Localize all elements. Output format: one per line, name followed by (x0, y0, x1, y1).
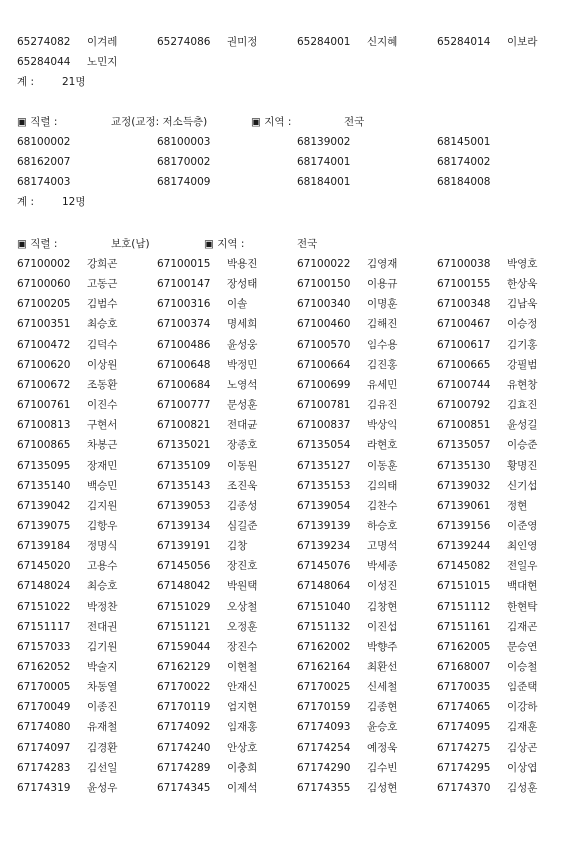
candidate-name: 박향주 (367, 640, 398, 653)
candidate-name: 이동원 (227, 459, 258, 472)
candidate-id: 65284001 (297, 36, 351, 48)
candidate-name: 이보라 (507, 36, 538, 48)
candidate-id: 67100060 (17, 278, 71, 291)
candidate-name: 유재철 (87, 721, 118, 734)
candidate-id: 68100003 (157, 136, 211, 148)
candidate-id: 67135057 (437, 439, 491, 452)
candidate-id: 67100348 (437, 298, 491, 311)
candidate-name: 조동환 (87, 378, 118, 391)
candidate-id: 67100340 (297, 298, 351, 311)
candidate-name: 김창 (227, 540, 248, 553)
candidate-name: 이겨레 (87, 36, 118, 48)
candidate-id: 67139061 (437, 499, 491, 512)
candidate-name: 김상곤 (507, 741, 538, 754)
candidate-name: 안재신 (227, 681, 258, 694)
candidate-name: 최환선 (367, 661, 398, 673)
candidate-id: 67148024 (17, 580, 71, 593)
job-value: 보호(남) (111, 238, 150, 250)
candidate-id: 67100813 (17, 419, 71, 432)
candidate-name: 이동훈 (367, 459, 398, 472)
total-label: 계 : (17, 76, 35, 88)
candidate-id: 67100467 (437, 318, 491, 331)
candidate-name: 장성태 (227, 278, 258, 291)
candidate-name: 임재홍 (227, 721, 258, 734)
candidate-name: 정명식 (87, 540, 118, 553)
candidate-name: 김재곤 (507, 620, 538, 633)
candidate-name: 김선일 (87, 761, 118, 774)
candidate-name: 최인영 (507, 540, 538, 553)
candidate-name: 고명석 (367, 540, 398, 553)
candidate-id: 67168007 (437, 661, 491, 673)
candidate-name: 박상익 (367, 419, 398, 432)
candidate-id: 68139002 (297, 136, 351, 148)
job-label: ▣ 직렬 : (17, 116, 58, 128)
candidate-id: 65274086 (157, 36, 211, 48)
candidate-name: 유현창 (507, 378, 538, 391)
candidate-id: 67139134 (157, 519, 211, 532)
candidate-id: 65274082 (17, 36, 71, 48)
candidate-id: 68174009 (157, 176, 211, 189)
candidate-name: 예정욱 (367, 741, 398, 754)
candidate-id: 67151161 (437, 620, 491, 633)
candidate-name: 이상원 (87, 358, 118, 371)
candidate-id: 67148042 (157, 580, 211, 593)
candidate-id: 67170159 (297, 701, 351, 714)
candidate-name: 엄지현 (227, 701, 258, 714)
candidate-name: 신기섭 (507, 479, 538, 492)
candidate-id: 67174275 (437, 741, 491, 754)
candidate-name: 한현탁 (507, 600, 538, 613)
candidate-id: 67100620 (17, 358, 71, 371)
candidate-name: 최승호 (87, 318, 118, 331)
candidate-name: 윤승호 (367, 721, 398, 734)
candidate-id: 65284014 (437, 36, 491, 48)
candidate-id: 67100015 (157, 258, 211, 270)
candidate-id: 67100744 (437, 378, 491, 391)
candidate-id: 67100472 (17, 338, 71, 351)
region-label: ▣ 지역 : (204, 238, 245, 250)
candidate-name: 임수용 (367, 338, 398, 351)
candidate-id: 67174295 (437, 761, 491, 774)
candidate-name: 김유진 (367, 399, 398, 412)
candidate-id: 67100351 (17, 318, 71, 331)
candidate-name: 권미정 (227, 36, 258, 48)
candidate-name: 이현철 (227, 661, 258, 673)
candidate-id: 67145082 (437, 560, 491, 573)
candidate-id: 67139032 (437, 479, 491, 492)
candidate-id: 67148064 (297, 580, 351, 593)
candidate-id: 67151121 (157, 620, 211, 633)
candidate-id: 67174097 (17, 741, 71, 754)
candidate-id: 67174283 (17, 761, 71, 774)
candidate-name: 이성진 (367, 580, 398, 593)
candidate-name: 명세희 (227, 318, 258, 331)
candidate-id: 67100486 (157, 338, 211, 351)
candidate-name: 오정훈 (227, 620, 258, 633)
candidate-name: 이상엽 (507, 761, 538, 774)
candidate-id: 67135153 (297, 479, 351, 492)
candidate-name: 박원택 (227, 580, 258, 593)
candidate-id: 67100837 (297, 419, 351, 432)
candidate-name: 장진호 (227, 560, 258, 573)
candidate-id: 67100865 (17, 439, 71, 452)
candidate-id: 67151132 (297, 620, 351, 633)
candidate-name: 이승정 (507, 318, 538, 331)
candidate-id: 67135095 (17, 459, 71, 472)
candidate-name: 고동근 (87, 278, 118, 291)
candidate-name: 구현서 (87, 419, 118, 432)
candidate-id: 67100665 (437, 358, 491, 371)
candidate-id: 67174345 (157, 781, 211, 794)
candidate-id: 67100460 (297, 318, 351, 331)
candidate-id: 67139054 (297, 499, 351, 512)
candidate-name: 김종현 (367, 701, 398, 714)
candidate-id: 67162164 (297, 661, 351, 673)
candidate-id: 67145020 (17, 560, 71, 573)
candidate-name: 이솔 (227, 298, 248, 311)
candidate-name: 김수빈 (367, 761, 398, 774)
candidate-name: 김기홍 (507, 338, 538, 351)
candidate-name: 신세철 (367, 681, 398, 694)
candidate-id: 67100316 (157, 298, 211, 311)
candidate-id: 67162005 (437, 640, 491, 653)
candidate-name: 이명훈 (367, 298, 398, 311)
candidate-name: 이강하 (507, 701, 538, 714)
candidate-name: 이진섭 (367, 620, 398, 633)
candidate-id: 67100374 (157, 318, 211, 331)
candidate-id: 67151040 (297, 600, 351, 613)
candidate-id: 67100155 (437, 278, 491, 291)
candidate-id: 67100664 (297, 358, 351, 371)
candidate-id: 67170049 (17, 701, 71, 714)
candidate-name: 윤성우 (87, 781, 118, 794)
candidate-id: 67162129 (157, 661, 211, 673)
candidate-id: 67100648 (157, 358, 211, 371)
candidate-name: 이승준 (507, 439, 538, 452)
candidate-id: 67170005 (17, 681, 71, 694)
candidate-id: 68174002 (437, 156, 491, 169)
candidate-name: 김성훈 (507, 781, 538, 794)
candidate-id: 67145076 (297, 560, 351, 573)
candidate-name: 강필범 (507, 358, 538, 371)
candidate-id: 67100147 (157, 278, 211, 291)
total-value: 21명 (62, 76, 86, 88)
candidate-id: 67174065 (437, 701, 491, 714)
candidate-name: 김찬수 (367, 499, 398, 512)
candidate-id: 67100672 (17, 378, 71, 391)
candidate-id: 67139156 (437, 519, 491, 532)
candidate-name: 김재훈 (507, 721, 538, 734)
candidate-name: 전대균 (227, 419, 258, 432)
candidate-id: 65284044 (17, 56, 71, 69)
candidate-name: 문성훈 (227, 399, 258, 412)
candidate-id: 67100205 (17, 298, 71, 311)
candidate-name: 박술지 (87, 661, 118, 673)
candidate-name: 정현 (507, 499, 528, 512)
candidate-name: 김효진 (507, 399, 538, 412)
candidate-name: 최승호 (87, 580, 118, 593)
candidate-name: 박세종 (367, 560, 398, 573)
candidate-id: 67139184 (17, 540, 71, 553)
candidate-name: 강희곤 (87, 258, 118, 270)
candidate-id: 67174095 (437, 721, 491, 734)
candidate-id: 67100150 (297, 278, 351, 291)
total-value: 12명 (62, 196, 86, 208)
candidate-id: 67135054 (297, 439, 351, 452)
job-value: 교정(교정: 저소득층) (111, 116, 208, 128)
candidate-id: 68100002 (17, 136, 71, 148)
candidate-id: 68184001 (297, 176, 351, 189)
candidate-name: 문승연 (507, 640, 538, 653)
candidate-id: 67139234 (297, 540, 351, 553)
candidate-name: 박용진 (227, 258, 258, 270)
candidate-name: 노민지 (87, 56, 118, 69)
candidate-id: 67135130 (437, 459, 491, 472)
candidate-name: 고용수 (87, 560, 118, 573)
candidate-name: 박정민 (227, 358, 258, 371)
candidate-name: 윤성길 (507, 419, 538, 432)
candidate-name: 전일우 (507, 560, 538, 573)
candidate-name: 장종호 (227, 439, 258, 452)
candidate-name: 김덕수 (87, 338, 118, 351)
candidate-id: 67100038 (437, 258, 491, 270)
candidate-name: 김영재 (367, 258, 398, 270)
candidate-id: 67174093 (297, 721, 351, 734)
candidate-name: 임준택 (507, 681, 538, 694)
candidate-id: 67174240 (157, 741, 211, 754)
candidate-name: 하승호 (367, 519, 398, 532)
candidate-name: 백승민 (87, 479, 118, 492)
candidate-id: 68170002 (157, 156, 211, 169)
candidate-id: 67139191 (157, 540, 211, 553)
candidate-id: 67151117 (17, 620, 71, 633)
candidate-id: 67139042 (17, 499, 71, 512)
candidate-id: 67157033 (17, 640, 71, 653)
candidate-id: 67174319 (17, 781, 71, 794)
candidate-name: 김종성 (227, 499, 258, 512)
candidate-id: 67139075 (17, 519, 71, 532)
total-label: 계 : (17, 196, 35, 208)
candidate-name: 이진수 (87, 399, 118, 412)
candidate-id: 67135140 (17, 479, 71, 492)
candidate-name: 안상호 (227, 741, 258, 754)
candidate-name: 라현호 (367, 439, 398, 452)
candidate-id: 68184008 (437, 176, 491, 189)
candidate-id: 67100617 (437, 338, 491, 351)
candidate-name: 김항우 (87, 519, 118, 532)
candidate-id: 67151029 (157, 600, 211, 613)
candidate-id: 68145001 (437, 136, 491, 148)
candidate-name: 차동열 (87, 681, 118, 694)
candidate-id: 67100022 (297, 258, 351, 270)
candidate-id: 67145056 (157, 560, 211, 573)
candidate-name: 김기원 (87, 640, 118, 653)
candidate-name: 김의태 (367, 479, 398, 492)
candidate-name: 장진수 (227, 640, 258, 653)
candidate-id: 67135143 (157, 479, 211, 492)
candidate-name: 이제석 (227, 781, 258, 794)
candidate-id: 67135109 (157, 459, 211, 472)
candidate-name: 김남욱 (507, 298, 538, 311)
candidate-name: 이종진 (87, 701, 118, 714)
candidate-id: 67100761 (17, 399, 71, 412)
candidate-id: 67170022 (157, 681, 211, 694)
candidate-id: 67162052 (17, 661, 71, 673)
candidate-id: 67100002 (17, 258, 71, 270)
candidate-id: 67100570 (297, 338, 351, 351)
candidate-id: 67170119 (157, 701, 211, 714)
candidate-id: 67100699 (297, 378, 351, 391)
candidate-id: 67159044 (157, 640, 211, 653)
candidate-id: 67135127 (297, 459, 351, 472)
candidate-name: 김진홍 (367, 358, 398, 371)
candidate-name: 백대현 (507, 580, 538, 593)
candidate-name: 김해진 (367, 318, 398, 331)
candidate-name: 윤성웅 (227, 338, 258, 351)
candidate-id: 67135021 (157, 439, 211, 452)
candidate-name: 차봉근 (87, 439, 118, 452)
candidate-id: 67162002 (297, 640, 351, 653)
candidate-id: 67151112 (437, 600, 491, 613)
candidate-name: 이용규 (367, 278, 398, 291)
job-label: ▣ 직렬 : (17, 238, 58, 250)
candidate-name: 심길준 (227, 519, 258, 532)
candidate-name: 이준영 (507, 519, 538, 532)
candidate-name: 김경환 (87, 741, 118, 754)
candidate-id: 67174290 (297, 761, 351, 774)
candidate-id: 67139244 (437, 540, 491, 553)
candidate-name: 한상욱 (507, 278, 538, 291)
candidate-name: 이승철 (507, 661, 538, 673)
candidate-name: 전대권 (87, 620, 118, 633)
candidate-name: 황명진 (507, 459, 538, 472)
region-value: 전국 (297, 238, 318, 250)
candidate-id: 67151022 (17, 600, 71, 613)
candidate-name: 조진욱 (227, 479, 258, 492)
candidate-id: 67174370 (437, 781, 491, 794)
region-value: 전국 (344, 116, 365, 128)
candidate-id: 68162007 (17, 156, 71, 169)
candidate-id: 67174092 (157, 721, 211, 734)
candidate-name: 유세민 (367, 378, 398, 391)
candidate-id: 67100851 (437, 419, 491, 432)
candidate-id: 67100781 (297, 399, 351, 412)
candidate-id: 67174355 (297, 781, 351, 794)
candidate-name: 신지혜 (367, 36, 398, 48)
candidate-name: 노영석 (227, 378, 258, 391)
candidate-id: 67174289 (157, 761, 211, 774)
candidate-id: 67100777 (157, 399, 211, 412)
candidate-id: 67139053 (157, 499, 211, 512)
candidate-name: 김지원 (87, 499, 118, 512)
candidate-id: 67100821 (157, 419, 211, 432)
candidate-id: 68174003 (17, 176, 71, 189)
candidate-id: 67100684 (157, 378, 211, 391)
candidate-name: 박영호 (507, 258, 538, 270)
candidate-id: 67170035 (437, 681, 491, 694)
candidate-id: 67151015 (437, 580, 491, 593)
candidate-id: 67100792 (437, 399, 491, 412)
candidate-name: 장재민 (87, 459, 118, 472)
candidate-name: 박정찬 (87, 600, 118, 613)
candidate-id: 68174001 (297, 156, 351, 169)
candidate-name: 이충희 (227, 761, 258, 774)
candidate-name: 김창현 (367, 600, 398, 613)
candidate-name: 김성현 (367, 781, 398, 794)
region-label: ▣ 지역 : (251, 116, 292, 128)
candidate-name: 김범수 (87, 298, 118, 311)
candidate-id: 67139139 (297, 519, 351, 532)
candidate-name: 오상철 (227, 600, 258, 613)
candidate-id: 67174080 (17, 721, 71, 734)
candidate-id: 67174254 (297, 741, 351, 754)
candidate-id: 67170025 (297, 681, 351, 694)
